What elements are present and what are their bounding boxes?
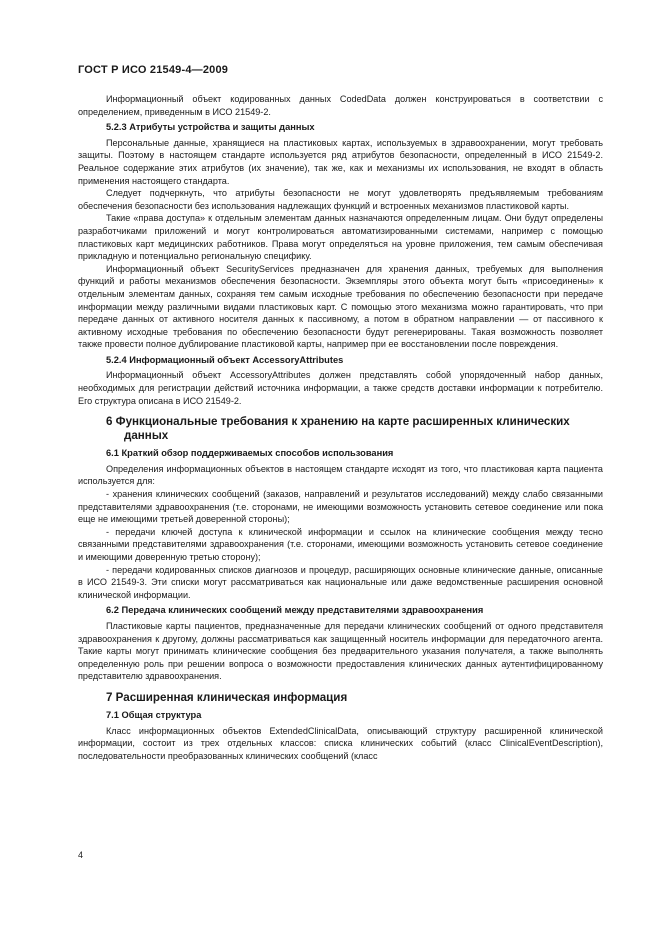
paragraph: - передачи ключей доступа к клинической информации и ссылок на клинические сообщения между тесно связанными представителями здравоохранения (т.е. сторонами, имеющими возможность установить сетевое соединение и имеющими доверенную третью сторону); bbox=[78, 526, 603, 562]
paragraph: Такие «права доступа» к отдельным элементам данных назначаются определенным лицам. Они будут определены разработчиками приложений и могут контролироваться автоматизированными системами, например с помощью пластиковых карт медицинских работников. Права могут определяться на уровне приложения, тем самым обеспечивая прикладную и потенциально региональную специфику. bbox=[78, 213, 603, 262]
document-body bbox=[78, 93, 603, 762]
section-heading: 7 Расширенная клиническая информация bbox=[106, 690, 348, 704]
paragraph: Пластиковые карты пациентов, предназначенные для передачи клинических сообщений от одного представителя здравоохранения к другому, должны рассматриваться как защищенный носитель информации для передаточного агента. Такие карты могут принимать клинические сообщения без предварительного указания получателя, а также выполнять определенную роль при решении вопроса о возможности предоставления клинических данных аутентифицированному представителю здравоохранения. bbox=[78, 620, 603, 682]
paragraph: Определения информационных объектов в настоящем стандарте исходят из того, что пластиковая карта пациента используется для: bbox=[78, 463, 603, 487]
paragraph: Персональные данные, хранящиеся на пластиковых картах, используемых в здравоохранении, могут требовать защиты. Поэтому в настоящем стандарте используется ряд атрибутов безопасности, определенный в ИСО 21549-2. Реальное содержание этих атрибутов (их значение), так же, как и механизмы их использования, не входят в область применения настоящего стандарта. bbox=[78, 137, 603, 186]
paragraph: Информационный объект кодированных данных CodedData должен конструироваться в соответствии с определением, приведенным в ИСО 21549-2. bbox=[78, 94, 603, 117]
paragraph: - хранения клинических сообщений (заказов, направлений и результатов исследований) между слабо связанными представителями здравоохранения (т.е. сторонами, не имеющими возможность установить сетевое соединение или пока еще не имеющими третьей доверенной стороны); bbox=[78, 489, 603, 525]
paragraph: - передачи кодированных списков диагнозов и процедур, расширяющих основные клинические данные, описанные в ИСО 21549-3. Эти списки могут рассматриваться как национальные или даже ведомственные расширения основной клинической информации. bbox=[78, 564, 603, 600]
paragraph: Класс информационных объектов ExtendedClinicalData, описывающий структуру расширенной клинической информации, состоит из трех отдельных классов: списка клинических событий (класс ClinicalEventDescription), последовательности преобразованных клинических сообщений (класс bbox=[78, 725, 603, 761]
document-header: ГОСТ Р ИСО 21549-4—2009 bbox=[78, 64, 229, 76]
subsection-heading: 5.2.3 Атрибуты устройства и защиты данных bbox=[106, 122, 315, 133]
paragraph: Информационный объект AccessoryAttributes должен представлять собой упорядоченный набор данных, необходимых для регистрации действий источника информации, а также средств доставки информации к потребителю. Его структура описана в ИСО 21549-2. bbox=[78, 370, 603, 406]
subsection-heading: 6.2 Передача клинических сообщений между представителями здравоохранения bbox=[106, 605, 484, 616]
paragraph: Информационный объект SecurityServices предназначен для хранения данных, требуемых для выполнения функций и работы механизмов обеспечения безопасности. Экземпляры этого объекта могут быть «присоединены» к отдельным элементам данных, сохраняя тем самым исходные требования по обеспечению безопасности при передаче информации между различными видами пластиковых карт. С помощью этого механизма можно гарантировать, что при передаче данных от активного носителя данных к пассивному, а потом в обратном направлении — от пассивного к активному исходные требования по обеспечению безопасности будут регенерированы. Такая возможность позволяет также провести полное дублирование пластиковой карты, например при ее восстановлении после повреждения. bbox=[78, 263, 603, 350]
section-heading: 6 Функциональные требования к хранению на карте расширенных клинических данных bbox=[106, 415, 570, 443]
subsection-heading: 5.2.4 Информационный объект AccessoryAttributes bbox=[106, 354, 344, 365]
subsection-heading: 7.1 Общая структура bbox=[106, 709, 202, 720]
page-number: 4 bbox=[78, 850, 84, 860]
subsection-heading: 6.1 Краткий обзор поддерживаемых способов использования bbox=[106, 448, 394, 459]
paragraph: Следует подчеркнуть, что атрибуты безопасности не могут удовлетворять предъявляемым требованиям обеспечения безопасности без использования надлежащих функций и встроенных механизмов пластиковой карты. bbox=[78, 188, 603, 211]
